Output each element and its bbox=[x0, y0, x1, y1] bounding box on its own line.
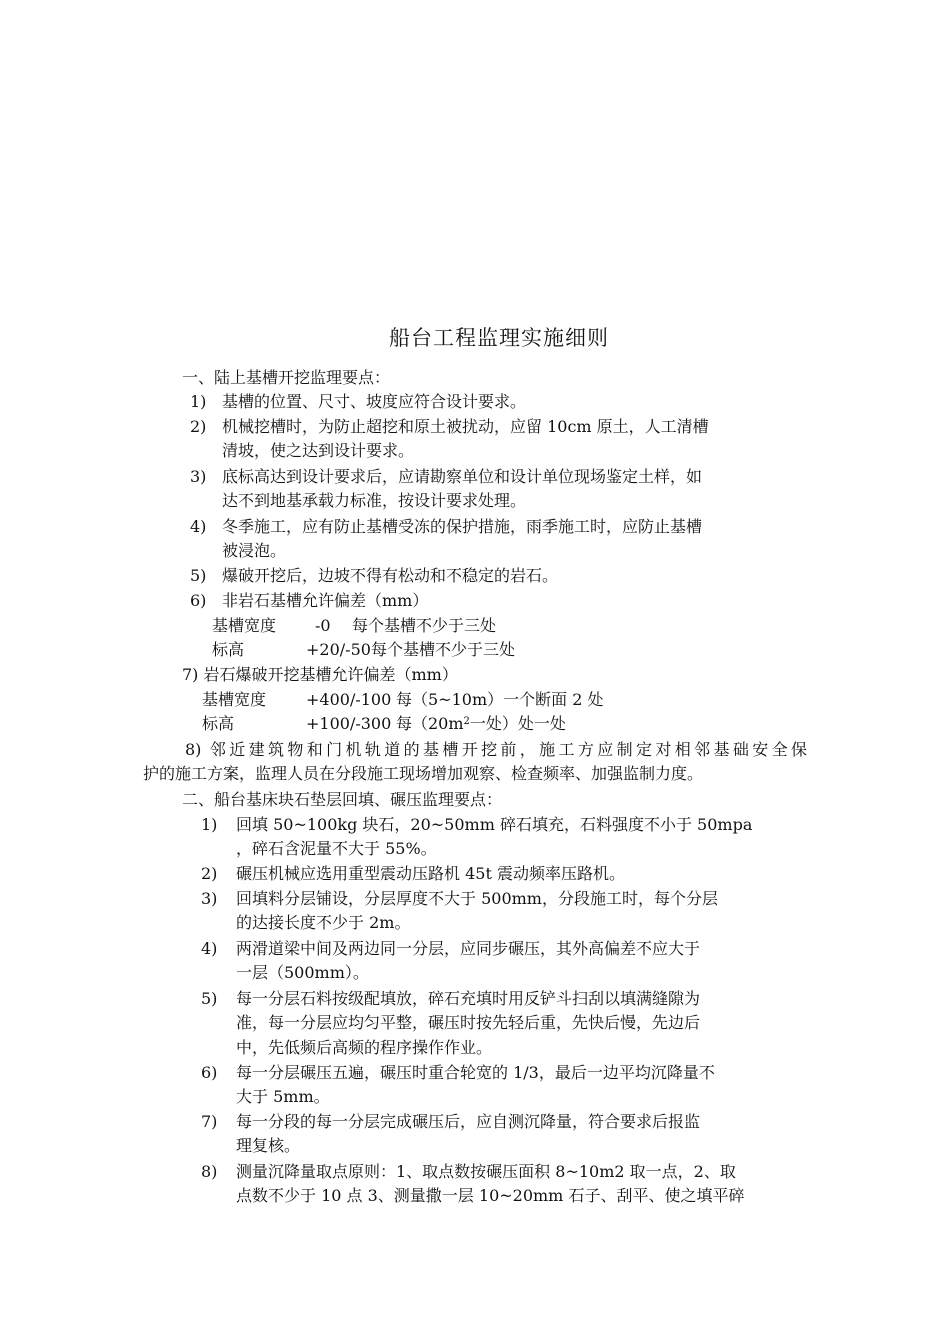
tolerance-name: 标高 bbox=[212, 640, 245, 659]
item-number: 2) bbox=[201, 864, 218, 883]
item-number: 4) bbox=[201, 939, 218, 958]
document-title: 船台工程监理实施细则 bbox=[389, 326, 609, 350]
item-text: 基槽的位置、尺寸、坡度应符合设计要求。 bbox=[222, 392, 527, 411]
item-text-line: 8) 邻近建筑物和门机轨道的基槽开挖前，施工方应制定对相邻基础安全保 bbox=[185, 740, 807, 759]
item-number: 1) bbox=[190, 392, 207, 411]
item-number: 8) bbox=[201, 1162, 218, 1181]
item-text: 每一分层石料按级配填放，碎石充填时用反铲斗扫刮以填满缝隙为 bbox=[236, 989, 701, 1008]
item-number: 6) bbox=[190, 591, 207, 610]
item-text: 每一分层碾压五遍，碾压时重合轮宽的 1/3，最后一边平均沉降量不 bbox=[236, 1063, 715, 1082]
tolerance-note-part: 一处）处一处 bbox=[469, 714, 566, 733]
item-text: 碾压机械应选用重型震动压路机 45t 震动频率压路机。 bbox=[236, 864, 625, 883]
item-number: 5) bbox=[190, 566, 207, 585]
item-number: 2) bbox=[190, 417, 207, 436]
tolerance-note: 每个基槽不少于三处 bbox=[352, 616, 497, 635]
tolerance-note: 每个基槽不少于三处 bbox=[371, 640, 516, 659]
tolerance-value: +100/-300 bbox=[306, 714, 392, 733]
section-1-item-7: 7) 岩石爆破开挖基槽允许偏差（mm） bbox=[182, 665, 458, 684]
item-number: 3) bbox=[201, 889, 218, 908]
item-text: 机械挖槽时，为防止超挖和原土被扰动，应留 10cm 原土，人工清槽 bbox=[222, 417, 709, 436]
item-text: 回填 50~100kg 块石，20~50mm 碎石填充，石料强度不小于 50mpa bbox=[236, 815, 753, 834]
item-text: 回填料分层铺设，分层厚度不大于 500mm，分段施工时，每个分层 bbox=[236, 889, 718, 908]
tolerance-value: -0 bbox=[315, 616, 331, 635]
item-text: 被浸泡。 bbox=[222, 541, 287, 560]
item-text: 清坡，使之达到设计要求。 bbox=[222, 441, 415, 460]
item-text: 点数不少于 10 点 3、测量撒一层 10~20mm 石子、刮平、使之填平碎 bbox=[236, 1186, 745, 1205]
item-text: 两滑道梁中间及两边同一分层，应同步碾压，其外高偏差不应大于 bbox=[236, 939, 701, 958]
tolerance-name: 基槽宽度 bbox=[202, 690, 267, 709]
item-text: 底标高达到设计要求后，应请勘察单位和设计单位现场鉴定土样，如 bbox=[222, 467, 703, 486]
item-number: 7) bbox=[201, 1112, 218, 1131]
item-text: 一层（500mm）。 bbox=[236, 963, 369, 982]
item-text bbox=[185, 738, 807, 762]
item-text: 爆破开挖后，边坡不得有松动和不稳定的岩石。 bbox=[222, 566, 559, 585]
item-text: 每一分段的每一分层完成碾压后，应自测沉降量，符合要求后报监 bbox=[236, 1112, 701, 1131]
superscript: 2 bbox=[463, 716, 470, 727]
item-text: 护的施工方案，监理人员在分段施工现场增加观察、检查频率、加强监制力度。 bbox=[143, 764, 704, 783]
tolerance-note-part: 每（20m bbox=[396, 714, 464, 733]
item-text: 中，先低频后高频的程序操作作业。 bbox=[236, 1038, 493, 1057]
item-text: 非岩石基槽允许偏差（mm） bbox=[222, 591, 429, 610]
tolerance-name: 基槽宽度 bbox=[212, 616, 277, 635]
item-text: 测量沉降量取点原则：1、取点数按碾压面积 8~10m2 取一点，2、取 bbox=[236, 1162, 736, 1181]
item-number: 6) bbox=[201, 1063, 218, 1082]
item-text: 达不到地基承载力标准，按设计要求处理。 bbox=[222, 491, 527, 510]
item-number: 1) bbox=[201, 815, 218, 834]
item-text: 大于 5mm。 bbox=[236, 1087, 330, 1106]
tolerance-value: +400/-100 bbox=[306, 690, 392, 709]
item-text: 理复核。 bbox=[236, 1136, 301, 1155]
item-text: 准，每一分层应均匀平整，碾压时按先轻后重，先快后慢，先边后 bbox=[236, 1013, 701, 1032]
tolerance-note: 每（5~10m）一个断面 2 处 bbox=[396, 690, 604, 709]
section-2-heading: 二、船台基床块石垫层回填、碾压监理要点： bbox=[182, 790, 503, 809]
section-1-heading: 一、陆上基槽开挖监理要点： bbox=[182, 368, 391, 387]
item-number: 4) bbox=[190, 517, 207, 536]
tolerance-value: +20/-50 bbox=[306, 640, 371, 659]
item-number: 3) bbox=[190, 467, 207, 486]
item-text: 冬季施工，应有防止基槽受冻的保护措施，雨季施工时，应防止基槽 bbox=[222, 517, 703, 536]
item-text: ，碎石含泥量不大于 55%。 bbox=[236, 839, 437, 858]
tolerance-name: 标高 bbox=[202, 714, 235, 733]
item-number: 5) bbox=[201, 989, 218, 1008]
tolerance-note bbox=[396, 712, 566, 736]
item-text: 的达接长度不少于 2m。 bbox=[236, 913, 411, 932]
